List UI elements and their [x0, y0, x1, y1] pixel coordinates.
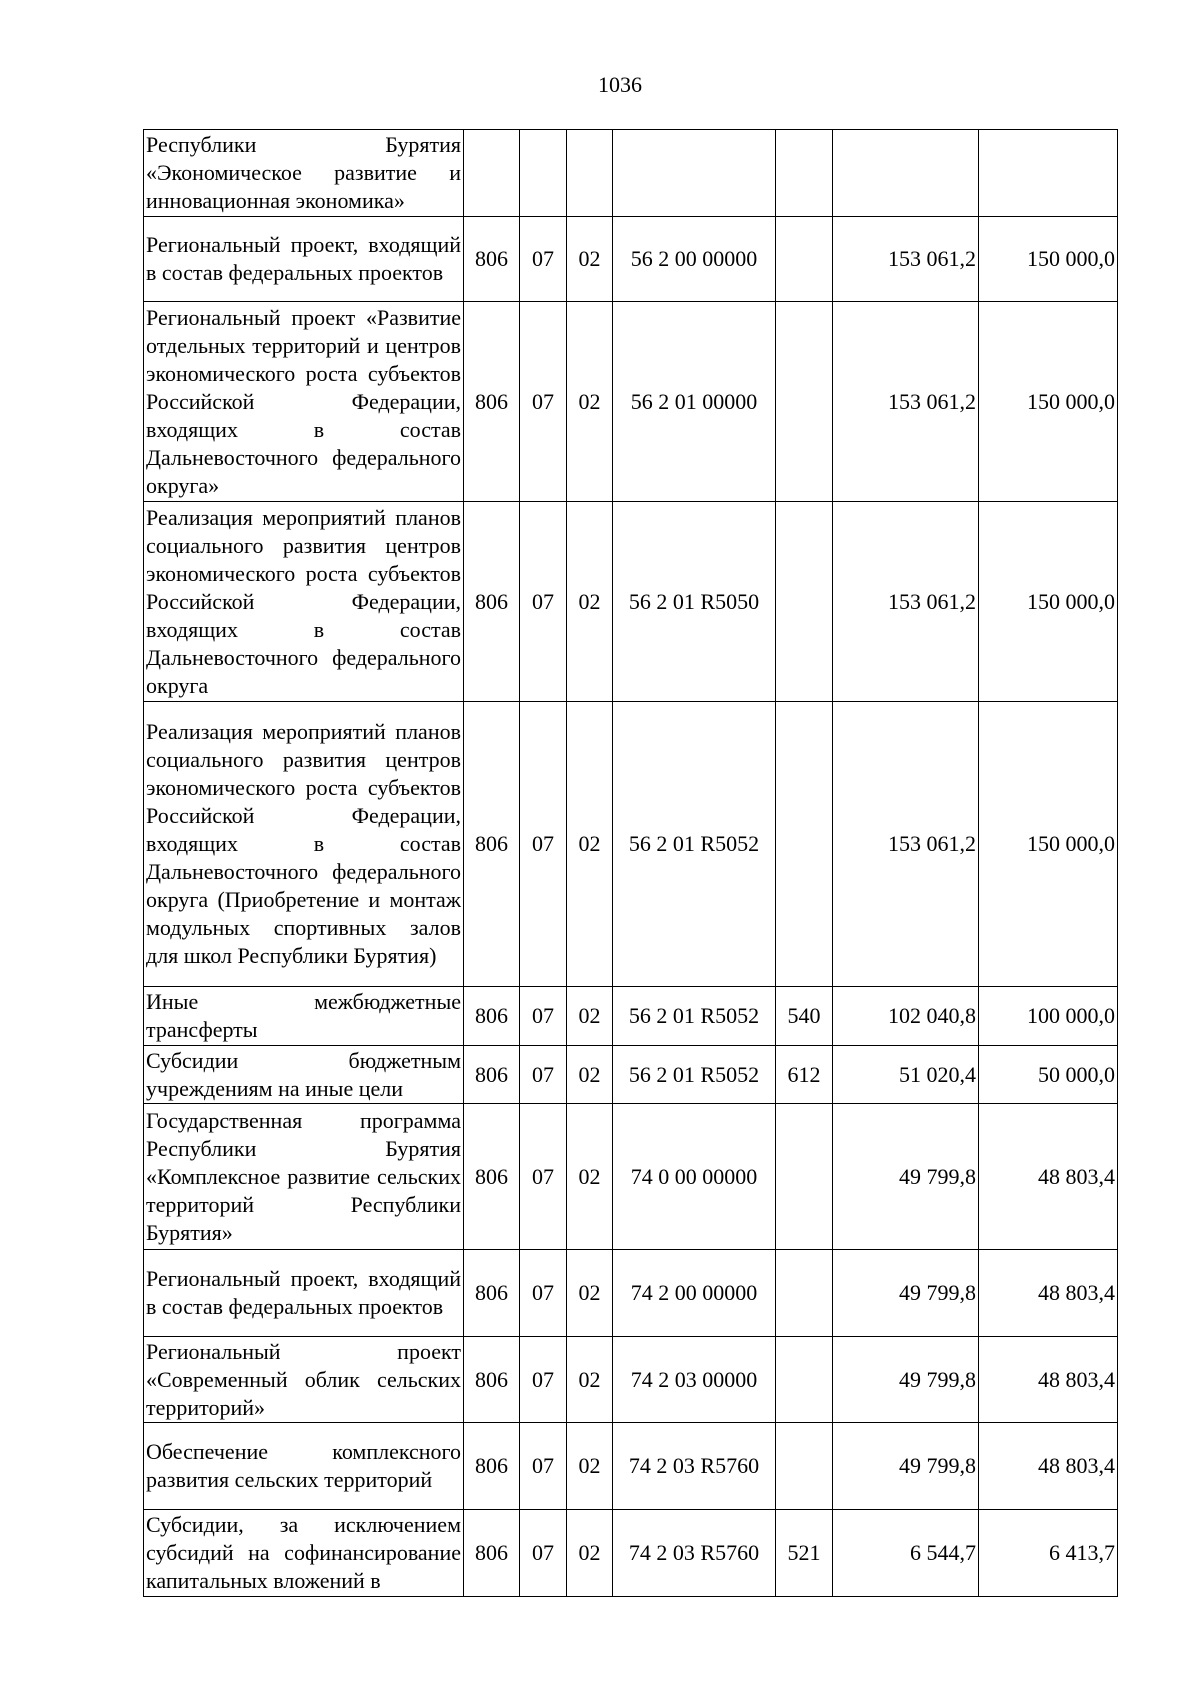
- budget-table: [143, 129, 1118, 1597]
- amount-year2-cell: 48 803,4: [979, 1250, 1118, 1337]
- target-article-cell: 56 2 00 00000: [613, 217, 776, 302]
- subsection-code-cell: 02: [567, 1510, 613, 1597]
- expense-type-cell: [776, 302, 833, 502]
- amount-year2-cell: 150 000,0: [979, 702, 1118, 987]
- target-article-cell: 56 2 01 R5050: [613, 502, 776, 702]
- table-row: [144, 1337, 1118, 1423]
- expense-type-cell: [776, 1337, 833, 1423]
- section-code-cell: [520, 130, 567, 217]
- amount-year2-cell: 48 803,4: [979, 1337, 1118, 1423]
- item-name-cell: Реализация мероприятий планов социального развития центров экономического роста субъектов Российской Федерации, входящих в состав Дальневосточного федерального округа: [144, 502, 464, 702]
- target-article-cell: 56 2 01 R5052: [613, 987, 776, 1046]
- amount-year2-cell: 100 000,0: [979, 987, 1118, 1046]
- table-row: [144, 1250, 1118, 1337]
- amount-year2-cell: 48 803,4: [979, 1104, 1118, 1250]
- subsection-code-cell: 02: [567, 702, 613, 987]
- amount-year2-cell: 150 000,0: [979, 502, 1118, 702]
- expense-type-cell: [776, 1104, 833, 1250]
- grbs-code-cell: 806: [464, 1510, 520, 1597]
- target-article-cell: 56 2 01 R5052: [613, 702, 776, 987]
- section-code-cell: 07: [520, 1104, 567, 1250]
- subsection-code-cell: 02: [567, 502, 613, 702]
- table-row: [144, 702, 1118, 987]
- amount-year1-cell: 49 799,8: [833, 1423, 979, 1510]
- subsection-code-cell: 02: [567, 217, 613, 302]
- target-article-cell: 74 0 00 00000: [613, 1104, 776, 1250]
- subsection-code-cell: 02: [567, 1423, 613, 1510]
- item-name-cell: Субсидии бюджетным учреждениям на иные цели: [144, 1046, 464, 1104]
- amount-year1-cell: 49 799,8: [833, 1104, 979, 1250]
- amount-year1-cell: 153 061,2: [833, 702, 979, 987]
- item-name-cell: Региональный проект, входящий в состав федеральных проектов: [144, 217, 464, 302]
- section-code-cell: 07: [520, 1046, 567, 1104]
- subsection-code-cell: 02: [567, 987, 613, 1046]
- item-name-cell: Обеспечение комплексного развития сельских территорий: [144, 1423, 464, 1510]
- table-row: [144, 502, 1118, 702]
- table-row: [144, 1423, 1118, 1510]
- grbs-code-cell: 806: [464, 1423, 520, 1510]
- grbs-code-cell: 806: [464, 1046, 520, 1104]
- grbs-code-cell: 806: [464, 502, 520, 702]
- expense-type-cell: [776, 502, 833, 702]
- section-code-cell: 07: [520, 1337, 567, 1423]
- expense-type-cell: [776, 1250, 833, 1337]
- grbs-code-cell: 806: [464, 302, 520, 502]
- item-name-cell: Региональный проект «Современный облик сельских территорий»: [144, 1337, 464, 1423]
- amount-year1-cell: 49 799,8: [833, 1337, 979, 1423]
- subsection-code-cell: 02: [567, 1046, 613, 1104]
- amount-year2-cell: 150 000,0: [979, 302, 1118, 502]
- grbs-code-cell: [464, 130, 520, 217]
- target-article-cell: [613, 130, 776, 217]
- expense-type-cell: [776, 1423, 833, 1510]
- target-article-cell: 74 2 03 00000: [613, 1337, 776, 1423]
- section-code-cell: 07: [520, 217, 567, 302]
- amount-year1-cell: 51 020,4: [833, 1046, 979, 1104]
- grbs-code-cell: 806: [464, 702, 520, 987]
- target-article-cell: 74 2 03 R5760: [613, 1423, 776, 1510]
- section-code-cell: 07: [520, 1250, 567, 1337]
- expense-type-cell: 540: [776, 987, 833, 1046]
- expense-type-cell: 521: [776, 1510, 833, 1597]
- amount-year1-cell: 102 040,8: [833, 987, 979, 1046]
- amount-year1-cell: 6 544,7: [833, 1510, 979, 1597]
- subsection-code-cell: 02: [567, 1337, 613, 1423]
- amount-year2-cell: 6 413,7: [979, 1510, 1118, 1597]
- table-row: [144, 1046, 1118, 1104]
- amount-year1-cell: 153 061,2: [833, 217, 979, 302]
- item-name-cell: Государственная программа Республики Бурятия «Комплексное развитие сельских территорий Республики Бурятия»: [144, 1104, 464, 1250]
- target-article-cell: 56 2 01 00000: [613, 302, 776, 502]
- table-row: [144, 1510, 1118, 1597]
- item-name-cell: Региональный проект «Развитие отдельных территорий и центров экономического роста субъектов Российской Федерации, входящих в состав Дальневосточного федерального округа»: [144, 302, 464, 502]
- amount-year2-cell: [979, 130, 1118, 217]
- item-name-cell: Субсидии, за исключением субсидий на софинансирование капитальных вложений в: [144, 1510, 464, 1597]
- item-name-cell: Реализация мероприятий планов социального развития центров экономического роста субъектов Российской Федерации, входящих в состав Дальневосточного федерального округа (Приобретение и монтаж модульных спортивных залов для школ Республики Бурятия): [144, 702, 464, 987]
- grbs-code-cell: 806: [464, 217, 520, 302]
- target-article-cell: 74 2 00 00000: [613, 1250, 776, 1337]
- table-row: [144, 302, 1118, 502]
- table-row: [144, 217, 1118, 302]
- grbs-code-cell: 806: [464, 1337, 520, 1423]
- section-code-cell: 07: [520, 702, 567, 987]
- target-article-cell: 74 2 03 R5760: [613, 1510, 776, 1597]
- item-name-cell: Региональный проект, входящий в состав федеральных проектов: [144, 1250, 464, 1337]
- section-code-cell: 07: [520, 1423, 567, 1510]
- table-row: [144, 987, 1118, 1046]
- table-body: [144, 130, 1118, 1597]
- amount-year1-cell: 153 061,2: [833, 502, 979, 702]
- amount-year2-cell: 48 803,4: [979, 1423, 1118, 1510]
- page-number: 1036: [598, 72, 642, 97]
- subsection-code-cell: 02: [567, 302, 613, 502]
- grbs-code-cell: 806: [464, 987, 520, 1046]
- amount-year1-cell: 153 061,2: [833, 302, 979, 502]
- amount-year1-cell: 49 799,8: [833, 1250, 979, 1337]
- expense-type-cell: 612: [776, 1046, 833, 1104]
- expense-type-cell: [776, 130, 833, 217]
- expense-type-cell: [776, 702, 833, 987]
- item-name-cell: Иные межбюджетные трансферты: [144, 987, 464, 1046]
- grbs-code-cell: 806: [464, 1104, 520, 1250]
- grbs-code-cell: 806: [464, 1250, 520, 1337]
- amount-year1-cell: [833, 130, 979, 217]
- amount-year2-cell: 150 000,0: [979, 217, 1118, 302]
- section-code-cell: 07: [520, 1510, 567, 1597]
- subsection-code-cell: 02: [567, 1104, 613, 1250]
- expense-type-cell: [776, 217, 833, 302]
- subsection-code-cell: [567, 130, 613, 217]
- amount-year2-cell: 50 000,0: [979, 1046, 1118, 1104]
- section-code-cell: 07: [520, 987, 567, 1046]
- item-name-cell: Республики Бурятия «Экономическое развитие и инновационная экономика»: [144, 130, 464, 217]
- section-code-cell: 07: [520, 502, 567, 702]
- section-code-cell: 07: [520, 302, 567, 502]
- subsection-code-cell: 02: [567, 1250, 613, 1337]
- target-article-cell: 56 2 01 R5052: [613, 1046, 776, 1104]
- table-row: [144, 130, 1118, 217]
- table-row: [144, 1104, 1118, 1250]
